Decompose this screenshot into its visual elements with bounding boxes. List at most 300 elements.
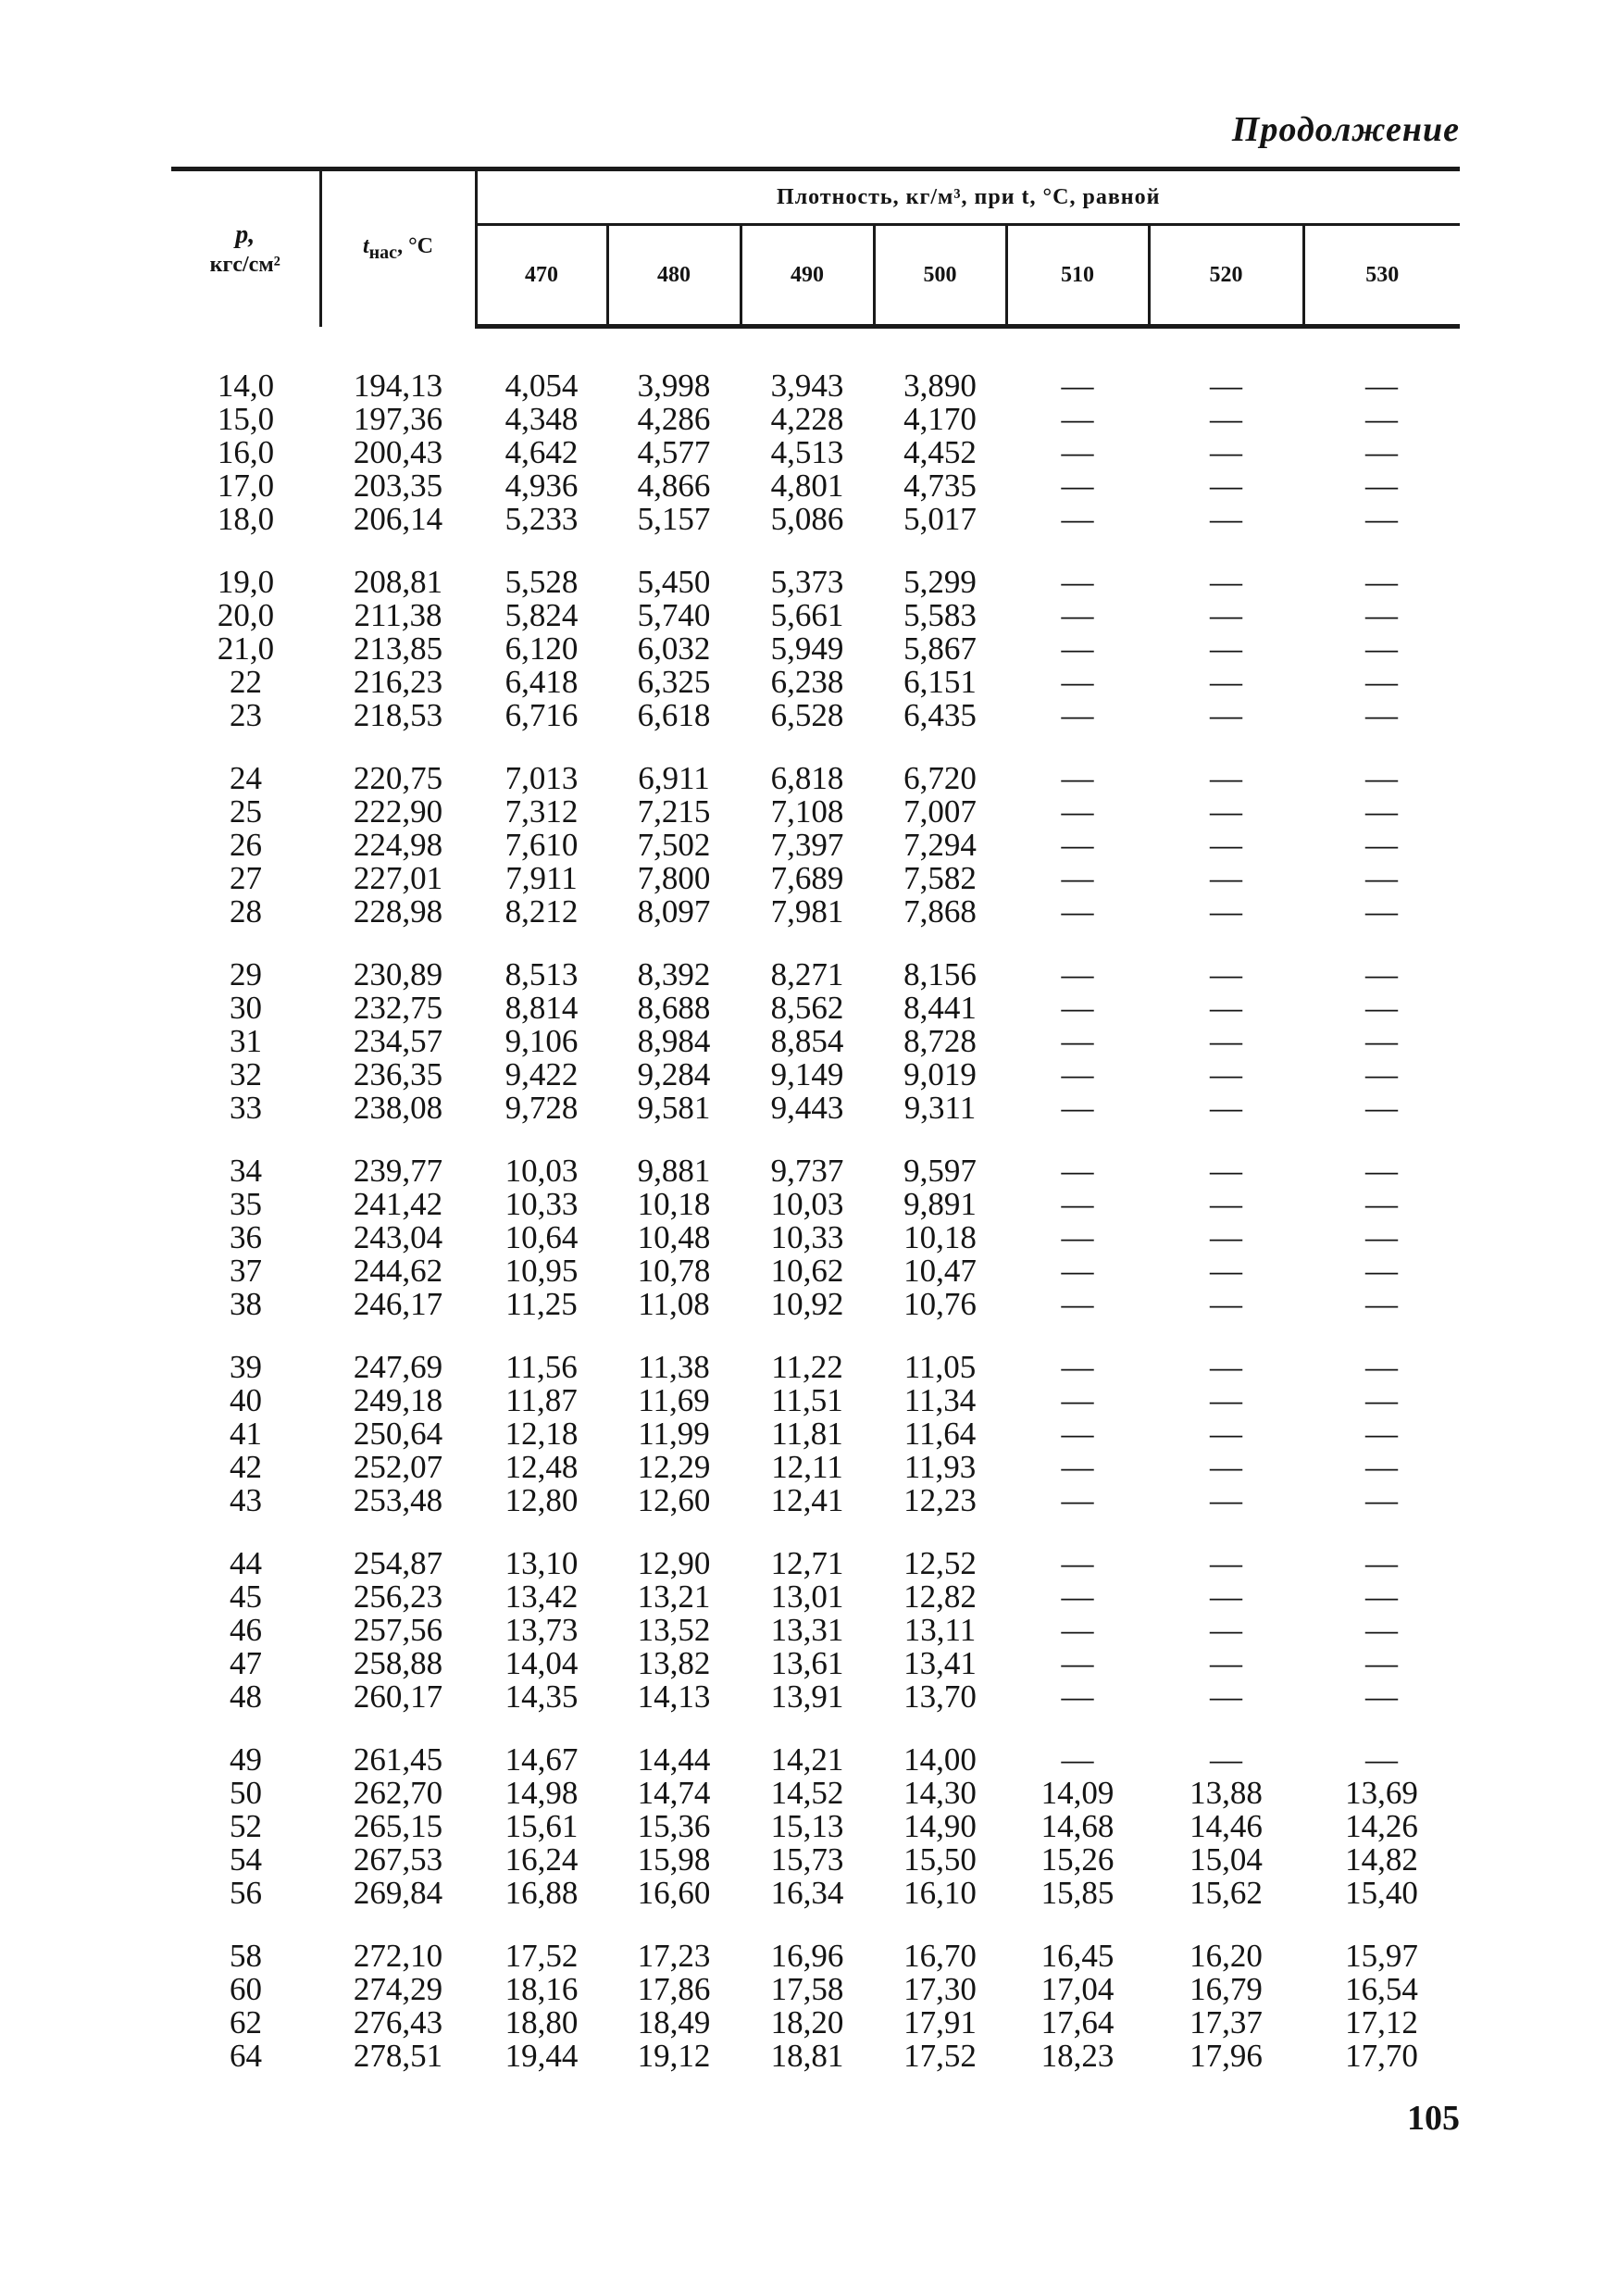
table-row	[171, 895, 1460, 929]
table-cell: —	[1061, 1186, 1094, 1222]
table-cell: 11,22	[771, 1349, 843, 1385]
header-temp-0: 470	[476, 225, 607, 327]
table-cell: 12,11	[771, 1449, 843, 1485]
table-cell: 9,881	[637, 1153, 711, 1189]
table-cell: 15,0	[217, 401, 275, 437]
table-cell: —	[1061, 1449, 1094, 1485]
table-cell: 14,52	[770, 1775, 844, 1811]
table-cell: 14,46	[1189, 1808, 1263, 1844]
table-row	[171, 1221, 1460, 1254]
table-cell: 10,76	[903, 1286, 977, 1322]
table-cell: 243,04	[353, 1219, 443, 1255]
table-cell: 4,866	[637, 468, 711, 504]
table-cell: 10,03	[504, 1153, 579, 1189]
table-cell: —	[1210, 1023, 1242, 1059]
table-cell: —	[1061, 1482, 1094, 1518]
table-cell: 254,87	[353, 1545, 443, 1581]
table-cell: 17,91	[903, 2004, 977, 2040]
table-row	[171, 1025, 1460, 1058]
table-cell: 8,688	[637, 990, 711, 1026]
table-cell: 9,728	[504, 1090, 579, 1126]
table-cell: 8,562	[770, 990, 844, 1026]
table-cell: 8,513	[504, 956, 579, 992]
table-cell: 30	[230, 990, 262, 1026]
table-cell: —	[1365, 990, 1398, 1026]
table-cell: 17,04	[1040, 1971, 1115, 2007]
table-cell: 10,78	[637, 1253, 711, 1289]
table-cell: —	[1365, 697, 1398, 733]
table-cell: —	[1210, 760, 1242, 796]
header-pressure	[171, 171, 320, 327]
table-cell: 15,13	[770, 1808, 844, 1844]
table-cell: 5,867	[903, 630, 977, 667]
table-cell: 3,890	[903, 368, 977, 404]
table-cell: —	[1210, 368, 1242, 404]
table-cell: 11,25	[505, 1286, 578, 1322]
table-cell: 14,35	[504, 1678, 579, 1715]
table-cell: 46	[230, 1612, 262, 1648]
table-cell: —	[1061, 1545, 1094, 1581]
table-cell: —	[1061, 893, 1094, 930]
table-row	[171, 369, 1460, 403]
table-cell: —	[1365, 1056, 1398, 1092]
table-cell: 11,51	[771, 1382, 843, 1418]
table-cell: 8,097	[637, 893, 711, 930]
table-cell: 4,735	[903, 468, 977, 504]
table-cell: —	[1210, 1056, 1242, 1092]
table-cell: 11,08	[638, 1286, 710, 1322]
table-cell: 18,16	[504, 1971, 579, 2007]
table-cell: —	[1365, 1416, 1398, 1452]
table-cell: —	[1210, 793, 1242, 830]
table-cell: 5,740	[637, 597, 711, 633]
table-cell: 16,20	[1189, 1938, 1263, 1974]
table-cell: 14,68	[1040, 1808, 1115, 1844]
table-cell: —	[1061, 468, 1094, 504]
header-temp-6: 530	[1303, 225, 1460, 327]
table-cell: 14,09	[1040, 1775, 1115, 1811]
table-cell: 16,10	[903, 1875, 977, 1911]
table-cell: 16,88	[504, 1875, 579, 1911]
table-cell: —	[1365, 1253, 1398, 1289]
table-cell: —	[1210, 1482, 1242, 1518]
table-cell: 200,43	[353, 434, 443, 470]
table-cell: —	[1210, 1382, 1242, 1418]
table-cell: —	[1061, 793, 1094, 830]
table-cell: 5,017	[903, 501, 977, 537]
table-cell: 4,936	[504, 468, 579, 504]
table-cell: 5,824	[504, 597, 579, 633]
table-row	[171, 862, 1460, 895]
table-cell: 56	[230, 1875, 262, 1911]
table-cell: 14,04	[504, 1645, 579, 1681]
table-cell: —	[1365, 434, 1398, 470]
table-cell: 17,12	[1345, 2004, 1418, 2040]
table-cell: 11,05	[903, 1349, 977, 1385]
table-cell: —	[1210, 1449, 1242, 1485]
table-cell: 7,108	[770, 793, 844, 830]
table-cell: 11,34	[903, 1382, 977, 1418]
table-cell: 36	[230, 1219, 262, 1255]
table-cell: 39	[230, 1349, 262, 1385]
table-row	[171, 599, 1460, 632]
table-cell: —	[1061, 1253, 1094, 1289]
table-cell: 43	[230, 1482, 262, 1518]
table-cell: —	[1061, 1741, 1094, 1778]
table-cell: —	[1210, 1678, 1242, 1715]
table-cell: 12,80	[504, 1482, 579, 1518]
table-cell: —	[1061, 1612, 1094, 1648]
table-cell: 14,44	[637, 1741, 711, 1778]
table-cell: 269,84	[353, 1875, 443, 1911]
table-cell: 16,0	[217, 434, 275, 470]
table-cell: 7,868	[903, 893, 977, 930]
table-cell: —	[1061, 860, 1094, 896]
table-cell: —	[1210, 1286, 1242, 1322]
table-cell: —	[1061, 1382, 1094, 1418]
table-cell: 15,62	[1189, 1875, 1263, 1911]
table-cell: 5,157	[637, 501, 711, 537]
table-cell: —	[1210, 664, 1242, 700]
table-row	[171, 1254, 1460, 1288]
table-row	[171, 1743, 1460, 1777]
table-cell: 58	[230, 1938, 262, 1974]
table-row	[171, 829, 1460, 862]
table-row	[171, 1451, 1460, 1484]
table-cell: 35	[230, 1186, 262, 1222]
table-row	[171, 1580, 1460, 1614]
table-cell: 14,74	[637, 1775, 711, 1811]
table-cell: 40	[230, 1382, 262, 1418]
table-cell: 9,891	[903, 1186, 977, 1222]
table-cell: 8,441	[903, 990, 977, 1026]
table-cell: 9,106	[504, 1023, 579, 1059]
table-cell: 6,528	[770, 697, 844, 733]
table-cell: 14,21	[770, 1741, 844, 1778]
table-cell: 17,58	[770, 1971, 844, 2007]
table-cell: 9,597	[903, 1153, 977, 1189]
table-cell: 13,73	[504, 1612, 579, 1648]
table-cell: 16,24	[504, 1841, 579, 1878]
table-cell: 7,981	[770, 893, 844, 930]
table-cell: 23	[230, 697, 262, 733]
table-cell: 14,26	[1345, 1808, 1418, 1844]
table-cell: 267,53	[353, 1841, 443, 1878]
table-cell: 6,720	[903, 760, 977, 796]
table-cell: 7,911	[505, 860, 578, 896]
table-row	[171, 2006, 1460, 2040]
table-cell: —	[1365, 1023, 1398, 1059]
table-cell: 24	[230, 760, 262, 796]
table-cell: 8,392	[637, 956, 711, 992]
table-cell: —	[1365, 1578, 1398, 1615]
table-cell: 12,48	[504, 1449, 579, 1485]
table-cell: 14,90	[903, 1808, 977, 1844]
header-tsat	[320, 171, 476, 327]
table-cell: 6,120	[504, 630, 579, 667]
table-cell: —	[1210, 1219, 1242, 1255]
table-row	[171, 436, 1460, 469]
table-cell: 6,238	[770, 664, 844, 700]
table-cell: 64	[230, 2038, 262, 2074]
table-cell: —	[1210, 501, 1242, 537]
table-cell: 18,80	[504, 2004, 579, 2040]
table-cell: 12,82	[903, 1578, 977, 1615]
table-cell: 5,528	[504, 564, 579, 600]
table-cell: 10,62	[770, 1253, 844, 1289]
table-cell: 16,60	[637, 1875, 711, 1911]
table-cell: 9,422	[504, 1056, 579, 1092]
table-cell: 12,60	[637, 1482, 711, 1518]
table-cell: 7,397	[770, 827, 844, 863]
table-cell: 4,801	[770, 468, 844, 504]
table-cell: 7,007	[903, 793, 977, 830]
table-cell: 241,42	[353, 1186, 443, 1222]
table-cell: —	[1210, 1578, 1242, 1615]
table-cell: —	[1061, 501, 1094, 537]
table-cell: 14,82	[1345, 1841, 1418, 1878]
table-cell: 13,69	[1345, 1775, 1418, 1811]
table-cell: 7,294	[903, 827, 977, 863]
table-cell: 19,12	[637, 2038, 711, 2074]
table-cell: 13,42	[504, 1578, 579, 1615]
table-cell: 10,48	[637, 1219, 711, 1255]
table-cell: 7,610	[504, 827, 579, 863]
table-cell: 49	[230, 1741, 262, 1778]
table-cell: 258,88	[353, 1645, 443, 1681]
table-cell: 6,435	[903, 697, 977, 733]
table-row	[171, 469, 1460, 503]
table-row	[171, 1092, 1460, 1125]
table-cell: 3,998	[637, 368, 711, 404]
table-cell: —	[1365, 1349, 1398, 1385]
table-row	[171, 1647, 1460, 1680]
table-cell: 54	[230, 1841, 262, 1878]
table-cell: 208,81	[353, 564, 443, 600]
table-cell: 5,086	[770, 501, 844, 537]
table-cell: —	[1061, 1219, 1094, 1255]
table-cell: —	[1365, 1645, 1398, 1681]
table-cell: 256,23	[353, 1578, 443, 1615]
table-cell: —	[1365, 1545, 1398, 1581]
table-row	[171, 992, 1460, 1025]
table-cell: —	[1061, 990, 1094, 1026]
table-cell: 6,418	[504, 664, 579, 700]
header-temp-4: 510	[1006, 225, 1149, 327]
table-cell: 5,949	[770, 630, 844, 667]
table-cell: 7,013	[504, 760, 579, 796]
table-cell: 4,513	[770, 434, 844, 470]
table-cell: 272,10	[353, 1938, 443, 1974]
table-cell: 276,43	[353, 2004, 443, 2040]
table-cell: 10,92	[770, 1286, 844, 1322]
table-cell: 17,0	[217, 468, 275, 504]
table-cell: —	[1365, 793, 1398, 830]
table-cell: 220,75	[353, 760, 443, 796]
table-cell: 27	[230, 860, 262, 896]
table-cell: —	[1365, 893, 1398, 930]
table-cell: 14,98	[504, 1775, 579, 1811]
table-cell: 17,23	[637, 1938, 711, 1974]
table-row	[171, 1384, 1460, 1417]
table-cell: 16,45	[1040, 1938, 1115, 1974]
table-cell: 12,90	[637, 1545, 711, 1581]
table-row	[171, 699, 1460, 732]
table-cell: 16,79	[1189, 1971, 1263, 2007]
table-cell: 224,98	[353, 827, 443, 863]
table-cell: —	[1210, 401, 1242, 437]
table-cell: 16,96	[770, 1938, 844, 1974]
tsat-unit: , °C	[397, 233, 433, 258]
table-cell: 8,854	[770, 1023, 844, 1059]
table-cell: 6,618	[637, 697, 711, 733]
table-cell: —	[1210, 1186, 1242, 1222]
table-cell: 197,36	[353, 401, 443, 437]
table-row	[171, 2040, 1460, 2073]
table-cell: 11,99	[638, 1416, 710, 1452]
table-cell: —	[1210, 827, 1242, 863]
table-cell: 238,08	[353, 1090, 443, 1126]
table-cell: —	[1365, 1219, 1398, 1255]
table-cell: 11,69	[638, 1382, 710, 1418]
table-cell: 8,728	[903, 1023, 977, 1059]
table-row	[171, 1973, 1460, 2006]
table-cell: —	[1210, 1545, 1242, 1581]
table-cell: 44	[230, 1545, 262, 1581]
table-cell: 211,38	[354, 597, 442, 633]
table-cell: 16,34	[770, 1875, 844, 1911]
table-row	[171, 1940, 1460, 1973]
table-cell: 62	[230, 2004, 262, 2040]
table-cell: 10,64	[504, 1219, 579, 1255]
table-cell: 13,70	[903, 1678, 977, 1715]
table-cell: 261,45	[353, 1741, 443, 1778]
table-cell: 8,271	[770, 956, 844, 992]
table-cell: 13,01	[770, 1578, 844, 1615]
table-cell: —	[1061, 1645, 1094, 1681]
table-cell: 5,299	[903, 564, 977, 600]
table-cell: —	[1365, 564, 1398, 600]
table-cell: —	[1210, 434, 1242, 470]
table-cell: 28	[230, 893, 262, 930]
table-cell: 11,93	[903, 1449, 977, 1485]
table-cell: —	[1210, 1645, 1242, 1681]
pressure-unit: кгс/см²	[209, 253, 280, 278]
table-cell: 7,800	[637, 860, 711, 896]
table-cell: 246,17	[353, 1286, 443, 1322]
table-cell: 213,85	[353, 630, 443, 667]
table-cell: —	[1210, 1741, 1242, 1778]
table-cell: 18,81	[770, 2038, 844, 2074]
table-cell: —	[1061, 1023, 1094, 1059]
table-cell: 33	[230, 1090, 262, 1126]
table-cell: —	[1210, 1153, 1242, 1189]
table-cell: 6,818	[770, 760, 844, 796]
table-cell: —	[1365, 1612, 1398, 1648]
table-cell: 10,33	[770, 1219, 844, 1255]
table-cell: 25	[230, 793, 262, 830]
table-cell: 257,56	[353, 1612, 443, 1648]
table-cell: 18,0	[217, 501, 275, 537]
table-cell: —	[1365, 956, 1398, 992]
table-cell: 13,52	[637, 1612, 711, 1648]
table-row	[171, 762, 1460, 795]
continuation-label: Продолжение	[1231, 110, 1460, 149]
table-cell: 260,17	[353, 1678, 443, 1715]
table-cell: 12,29	[637, 1449, 711, 1485]
header-temp-3: 500	[874, 225, 1006, 327]
table-cell: 12,52	[903, 1545, 977, 1581]
table-cell: —	[1061, 401, 1094, 437]
table-cell: 15,73	[770, 1841, 844, 1878]
table-cell: 230,89	[353, 956, 443, 992]
table-row	[171, 1154, 1460, 1188]
header-temp-1: 480	[607, 225, 741, 327]
table-cell: 5,661	[770, 597, 844, 633]
table-cell: 239,77	[353, 1153, 443, 1189]
table-cell: 42	[230, 1449, 262, 1485]
table-cell: 9,443	[770, 1090, 844, 1126]
header-temp-2: 490	[741, 225, 874, 327]
table-cell: 11,64	[903, 1416, 977, 1452]
table-cell: 14,30	[903, 1775, 977, 1811]
table-cell: 9,581	[637, 1090, 711, 1126]
table-row	[171, 1188, 1460, 1221]
table-body	[171, 327, 1460, 2074]
table-row	[171, 1547, 1460, 1580]
table-cell: 4,348	[504, 401, 579, 437]
table-cell: 14,0	[217, 368, 275, 404]
table-cell: 6,911	[638, 760, 710, 796]
table-cell: 18,20	[770, 2004, 844, 2040]
table-cell: 10,18	[903, 1219, 977, 1255]
table-cell: 7,502	[637, 827, 711, 863]
table-cell: 8,814	[504, 990, 579, 1026]
table-cell: 15,40	[1345, 1875, 1418, 1911]
table-cell: —	[1365, 368, 1398, 404]
table-cell: 10,33	[504, 1186, 579, 1222]
table-row	[171, 1351, 1460, 1384]
table-cell: 247,69	[353, 1349, 443, 1385]
table-cell: 17,64	[1040, 2004, 1115, 2040]
table-cell: —	[1061, 434, 1094, 470]
table-cell: —	[1210, 990, 1242, 1026]
table-cell: —	[1061, 1153, 1094, 1189]
table-cell: —	[1365, 468, 1398, 504]
table-cell: —	[1061, 597, 1094, 633]
table-cell: —	[1210, 1416, 1242, 1452]
table-cell: 249,18	[353, 1382, 443, 1418]
table-cell: 4,286	[637, 401, 711, 437]
table-cell: 45	[230, 1578, 262, 1615]
table-cell: 17,70	[1345, 2038, 1418, 2074]
table-cell: —	[1061, 697, 1094, 733]
header-density-group: Плотность, кг/м³, при t, °C, равной	[476, 171, 1460, 225]
table-cell: 11,81	[771, 1416, 843, 1452]
table-cell: —	[1061, 1056, 1094, 1092]
table-cell: 9,737	[770, 1153, 844, 1189]
table-cell: —	[1210, 893, 1242, 930]
table-cell: 265,15	[353, 1808, 443, 1844]
table-row	[171, 1810, 1460, 1843]
table-cell: —	[1061, 1286, 1094, 1322]
table-cell: 203,35	[353, 468, 443, 504]
table-cell: 216,23	[353, 664, 443, 700]
table-cell: —	[1210, 860, 1242, 896]
table-cell: 4,228	[770, 401, 844, 437]
table-cell: 13,31	[770, 1612, 844, 1648]
table-cell: —	[1061, 1678, 1094, 1715]
